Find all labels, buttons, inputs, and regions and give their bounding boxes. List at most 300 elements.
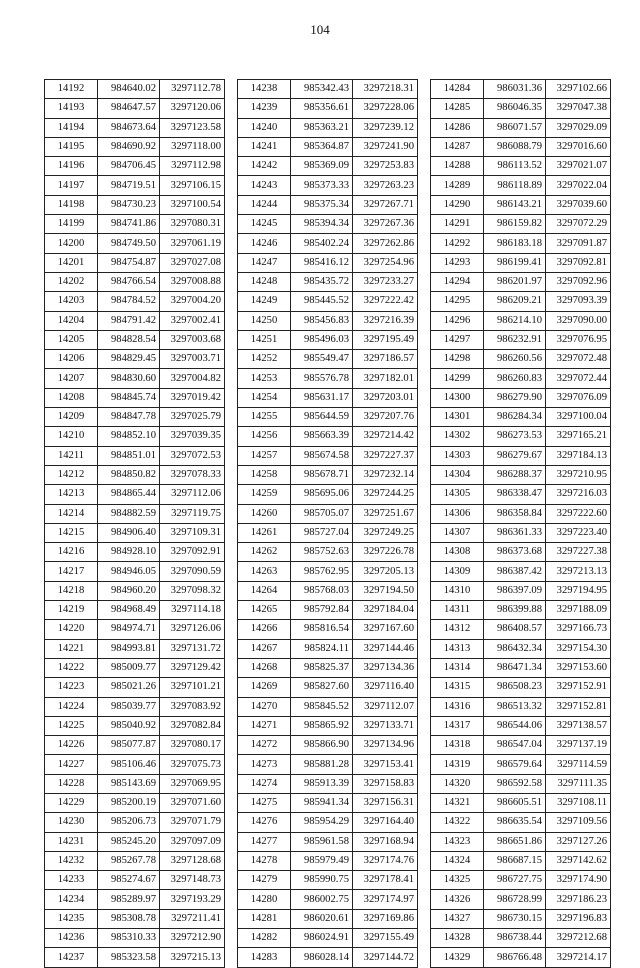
x-coordinate-cell: 985762.95 (291, 562, 353, 581)
x-coordinate-cell: 985310.33 (98, 929, 160, 948)
y-coordinate-cell: 3297091.87 (546, 234, 611, 253)
table-row (45, 523, 225, 542)
page-number: 104 (310, 22, 330, 37)
x-coordinate-cell: 985678.71 (291, 465, 353, 484)
point-number-cell: 14325 (431, 871, 484, 890)
point-number-cell: 14321 (431, 793, 484, 812)
point-number-cell: 14270 (238, 697, 291, 716)
y-coordinate-cell: 3297075.73 (160, 755, 225, 774)
point-number-cell: 14260 (238, 504, 291, 523)
table-row (45, 755, 225, 774)
x-coordinate-cell: 984741.86 (98, 215, 160, 234)
table-row (45, 427, 225, 446)
table-row (45, 118, 225, 137)
y-coordinate-cell: 3297109.31 (160, 523, 225, 542)
x-coordinate-cell: 986288.37 (484, 465, 546, 484)
x-coordinate-cell: 986273.53 (484, 427, 546, 446)
point-number-cell: 14222 (45, 658, 98, 677)
y-coordinate-cell: 3297022.04 (546, 176, 611, 195)
x-coordinate-cell: 984845.74 (98, 388, 160, 407)
point-number-cell: 14327 (431, 909, 484, 928)
x-coordinate-cell: 985402.24 (291, 234, 353, 253)
y-coordinate-cell: 3297129.42 (160, 658, 225, 677)
point-number-cell: 14298 (431, 350, 484, 369)
y-coordinate-cell: 3297214.42 (353, 427, 418, 446)
point-number-cell: 14295 (431, 292, 484, 311)
y-coordinate-cell: 3297100.04 (546, 408, 611, 427)
y-coordinate-cell: 3297003.71 (160, 350, 225, 369)
point-number-cell: 14259 (238, 485, 291, 504)
y-coordinate-cell: 3297097.09 (160, 832, 225, 851)
table-row (431, 543, 611, 562)
table-row (431, 716, 611, 735)
x-coordinate-cell: 985866.90 (291, 736, 353, 755)
y-coordinate-cell: 3297203.01 (353, 388, 418, 407)
coordinate-table-1 (44, 79, 225, 968)
point-number-cell: 14204 (45, 311, 98, 330)
x-coordinate-cell: 984993.81 (98, 639, 160, 658)
x-coordinate-cell: 984640.02 (98, 80, 160, 99)
x-coordinate-cell: 984673.64 (98, 118, 160, 137)
y-coordinate-cell: 3297227.38 (546, 543, 611, 562)
x-coordinate-cell: 985954.29 (291, 813, 353, 832)
x-coordinate-cell: 985695.06 (291, 485, 353, 504)
point-number-cell: 14284 (431, 80, 484, 99)
point-number-cell: 14265 (238, 601, 291, 620)
y-coordinate-cell: 3297092.81 (546, 253, 611, 272)
table-row (238, 311, 418, 330)
x-coordinate-cell: 986143.21 (484, 195, 546, 214)
y-coordinate-cell: 3297112.06 (160, 485, 225, 504)
y-coordinate-cell: 3297118.00 (160, 137, 225, 156)
table-row (431, 388, 611, 407)
table-row (431, 697, 611, 716)
point-number-cell: 14326 (431, 890, 484, 909)
table-row (45, 350, 225, 369)
point-number-cell: 14319 (431, 755, 484, 774)
point-number-cell: 14323 (431, 832, 484, 851)
table-row (238, 871, 418, 890)
point-number-cell: 14192 (45, 80, 98, 99)
y-coordinate-cell: 3297071.79 (160, 813, 225, 832)
x-coordinate-cell: 985816.54 (291, 620, 353, 639)
table-row (431, 793, 611, 812)
x-coordinate-cell: 986579.64 (484, 755, 546, 774)
point-number-cell: 14215 (45, 523, 98, 542)
y-coordinate-cell: 3297072.29 (546, 215, 611, 234)
x-coordinate-cell: 986738.44 (484, 929, 546, 948)
y-coordinate-cell: 3297184.13 (546, 446, 611, 465)
table-row (238, 562, 418, 581)
x-coordinate-cell: 986547.04 (484, 736, 546, 755)
x-coordinate-cell: 986432.34 (484, 639, 546, 658)
x-coordinate-cell: 986279.90 (484, 388, 546, 407)
table-row (45, 215, 225, 234)
x-coordinate-cell: 985663.39 (291, 427, 353, 446)
y-coordinate-cell: 3297039.60 (546, 195, 611, 214)
table-row (238, 581, 418, 600)
table-row (238, 118, 418, 137)
table-row (45, 871, 225, 890)
point-number-cell: 14308 (431, 543, 484, 562)
y-coordinate-cell: 3297222.60 (546, 504, 611, 523)
table-row (431, 639, 611, 658)
x-coordinate-cell: 984766.54 (98, 272, 160, 291)
y-coordinate-cell: 3297232.14 (353, 465, 418, 484)
y-coordinate-cell: 3297016.60 (546, 137, 611, 156)
y-coordinate-cell: 3297039.35 (160, 427, 225, 446)
table-row (238, 774, 418, 793)
y-coordinate-cell: 3297061.19 (160, 234, 225, 253)
point-number-cell: 14225 (45, 716, 98, 735)
point-number-cell: 14195 (45, 137, 98, 156)
x-coordinate-cell: 985792.84 (291, 601, 353, 620)
x-coordinate-cell: 984828.54 (98, 330, 160, 349)
y-coordinate-cell: 3297069.95 (160, 774, 225, 793)
point-number-cell: 14233 (45, 871, 98, 890)
point-number-cell: 14198 (45, 195, 98, 214)
point-number-cell: 14205 (45, 330, 98, 349)
x-coordinate-cell: 986358.84 (484, 504, 546, 523)
x-coordinate-cell: 985274.67 (98, 871, 160, 890)
table-row (45, 909, 225, 928)
table-row (431, 504, 611, 523)
y-coordinate-cell: 3297216.39 (353, 311, 418, 330)
x-coordinate-cell: 984647.57 (98, 99, 160, 118)
y-coordinate-cell: 3297244.25 (353, 485, 418, 504)
table-row (45, 137, 225, 156)
table-row (45, 80, 225, 99)
point-number-cell: 14240 (238, 118, 291, 137)
point-number-cell: 14290 (431, 195, 484, 214)
point-number-cell: 14322 (431, 813, 484, 832)
y-coordinate-cell: 3297008.88 (160, 272, 225, 291)
y-coordinate-cell: 3297047.38 (546, 99, 611, 118)
y-coordinate-cell: 3297227.37 (353, 446, 418, 465)
y-coordinate-cell: 3297108.11 (546, 793, 611, 812)
point-number-cell: 14220 (45, 620, 98, 639)
x-coordinate-cell: 986387.42 (484, 562, 546, 581)
point-number-cell: 14234 (45, 890, 98, 909)
point-number-cell: 14238 (238, 80, 291, 99)
y-coordinate-cell: 3297194.95 (546, 581, 611, 600)
point-number-cell: 14292 (431, 234, 484, 253)
x-coordinate-cell: 985865.92 (291, 716, 353, 735)
x-coordinate-cell: 984974.71 (98, 620, 160, 639)
point-number-cell: 14275 (238, 793, 291, 812)
y-coordinate-cell: 3297174.97 (353, 890, 418, 909)
point-number-cell: 14251 (238, 330, 291, 349)
y-coordinate-cell: 3297158.83 (353, 774, 418, 793)
point-number-cell: 14300 (431, 388, 484, 407)
table-row (238, 485, 418, 504)
y-coordinate-cell: 3297214.17 (546, 948, 611, 967)
point-number-cell: 14306 (431, 504, 484, 523)
y-coordinate-cell: 3297218.31 (353, 80, 418, 99)
x-coordinate-cell: 984706.45 (98, 157, 160, 176)
x-coordinate-cell: 986260.83 (484, 369, 546, 388)
y-coordinate-cell: 3297102.66 (546, 80, 611, 99)
y-coordinate-cell: 3297169.86 (353, 909, 418, 928)
y-coordinate-cell: 3297196.83 (546, 909, 611, 928)
y-coordinate-cell: 3297153.60 (546, 658, 611, 677)
table-row (45, 562, 225, 581)
x-coordinate-cell: 986397.09 (484, 581, 546, 600)
x-coordinate-cell: 984968.49 (98, 601, 160, 620)
table-row (238, 929, 418, 948)
point-number-cell: 14230 (45, 813, 98, 832)
table-row (431, 658, 611, 677)
point-number-cell: 14279 (238, 871, 291, 890)
x-coordinate-cell: 986232.91 (484, 330, 546, 349)
table-row (238, 388, 418, 407)
x-coordinate-cell: 984850.82 (98, 465, 160, 484)
x-coordinate-cell: 984754.87 (98, 253, 160, 272)
x-coordinate-cell: 985289.97 (98, 890, 160, 909)
x-coordinate-cell: 986408.57 (484, 620, 546, 639)
x-coordinate-cell: 986687.15 (484, 851, 546, 870)
y-coordinate-cell: 3297004.82 (160, 369, 225, 388)
point-number-cell: 14254 (238, 388, 291, 407)
table-row (238, 890, 418, 909)
table-row (238, 909, 418, 928)
x-coordinate-cell: 984784.52 (98, 292, 160, 311)
y-coordinate-cell: 3297215.13 (160, 948, 225, 967)
point-number-cell: 14242 (238, 157, 291, 176)
point-number-cell: 14244 (238, 195, 291, 214)
y-coordinate-cell: 3297133.71 (353, 716, 418, 735)
table-row (238, 755, 418, 774)
table-row (45, 504, 225, 523)
point-number-cell: 14253 (238, 369, 291, 388)
point-number-cell: 14315 (431, 678, 484, 697)
x-coordinate-cell: 986020.61 (291, 909, 353, 928)
x-coordinate-cell: 985435.72 (291, 272, 353, 291)
table-row (45, 195, 225, 214)
y-coordinate-cell: 3297109.56 (546, 813, 611, 832)
table-row (431, 929, 611, 948)
table-row (45, 330, 225, 349)
x-coordinate-cell: 986279.67 (484, 446, 546, 465)
table-row (431, 176, 611, 195)
y-coordinate-cell: 3297116.40 (353, 678, 418, 697)
x-coordinate-cell: 986209.21 (484, 292, 546, 311)
x-coordinate-cell: 984749.50 (98, 234, 160, 253)
point-number-cell: 14228 (45, 774, 98, 793)
y-coordinate-cell: 3297029.09 (546, 118, 611, 137)
point-number-cell: 14305 (431, 485, 484, 504)
table-row (45, 929, 225, 948)
table-row (45, 890, 225, 909)
y-coordinate-cell: 3297114.59 (546, 755, 611, 774)
table-row (45, 292, 225, 311)
x-coordinate-cell: 985881.28 (291, 755, 353, 774)
table-row (431, 890, 611, 909)
y-coordinate-cell: 3297223.40 (546, 523, 611, 542)
y-coordinate-cell: 3297210.95 (546, 465, 611, 484)
table-row (45, 851, 225, 870)
y-coordinate-cell: 3297072.48 (546, 350, 611, 369)
y-coordinate-cell: 3297025.79 (160, 408, 225, 427)
y-coordinate-cell: 3297165.21 (546, 427, 611, 446)
x-coordinate-cell: 985308.78 (98, 909, 160, 928)
x-coordinate-cell: 986766.48 (484, 948, 546, 967)
x-coordinate-cell: 985456.83 (291, 311, 353, 330)
y-coordinate-cell: 3297072.53 (160, 446, 225, 465)
point-number-cell: 14278 (238, 851, 291, 870)
y-coordinate-cell: 3297144.46 (353, 639, 418, 658)
point-number-cell: 14283 (238, 948, 291, 967)
y-coordinate-cell: 3297076.95 (546, 330, 611, 349)
y-coordinate-cell: 3297211.41 (160, 909, 225, 928)
point-number-cell: 14307 (431, 523, 484, 542)
point-number-cell: 14223 (45, 678, 98, 697)
table-row (45, 157, 225, 176)
point-number-cell: 14221 (45, 639, 98, 658)
y-coordinate-cell: 3297166.73 (546, 620, 611, 639)
point-number-cell: 14293 (431, 253, 484, 272)
x-coordinate-cell: 984946.05 (98, 562, 160, 581)
x-coordinate-cell: 986024.91 (291, 929, 353, 948)
point-number-cell: 14291 (431, 215, 484, 234)
point-number-cell: 14287 (431, 137, 484, 156)
point-number-cell: 14328 (431, 929, 484, 948)
point-number-cell: 14243 (238, 176, 291, 195)
point-number-cell: 14329 (431, 948, 484, 967)
table-row (431, 601, 611, 620)
y-coordinate-cell: 3297267.36 (353, 215, 418, 234)
point-number-cell: 14239 (238, 99, 291, 118)
x-coordinate-cell: 985009.77 (98, 658, 160, 677)
x-coordinate-cell: 986046.35 (484, 99, 546, 118)
x-coordinate-cell: 986605.51 (484, 793, 546, 812)
x-coordinate-cell: 985961.58 (291, 832, 353, 851)
table-row (45, 601, 225, 620)
point-number-cell: 14194 (45, 118, 98, 137)
table-row (238, 678, 418, 697)
y-coordinate-cell: 3297222.42 (353, 292, 418, 311)
table-row (431, 851, 611, 870)
point-number-cell: 14324 (431, 851, 484, 870)
point-number-cell: 14314 (431, 658, 484, 677)
y-coordinate-cell: 3297071.60 (160, 793, 225, 812)
x-coordinate-cell: 986728.99 (484, 890, 546, 909)
x-coordinate-cell: 985827.60 (291, 678, 353, 697)
table-row (238, 543, 418, 562)
point-number-cell: 14269 (238, 678, 291, 697)
x-coordinate-cell: 985445.52 (291, 292, 353, 311)
x-coordinate-cell: 984830.60 (98, 369, 160, 388)
y-coordinate-cell: 3297090.00 (546, 311, 611, 330)
x-coordinate-cell: 985705.07 (291, 504, 353, 523)
table-row (238, 253, 418, 272)
y-coordinate-cell: 3297182.01 (353, 369, 418, 388)
point-number-cell: 14313 (431, 639, 484, 658)
y-coordinate-cell: 3297114.18 (160, 601, 225, 620)
point-number-cell: 14281 (238, 909, 291, 928)
table-row (45, 234, 225, 253)
point-number-cell: 14211 (45, 446, 98, 465)
point-number-cell: 14320 (431, 774, 484, 793)
y-coordinate-cell: 3297239.12 (353, 118, 418, 137)
x-coordinate-cell: 985363.21 (291, 118, 353, 137)
point-number-cell: 14255 (238, 408, 291, 427)
table-row (45, 465, 225, 484)
point-number-cell: 14303 (431, 446, 484, 465)
table-row (431, 948, 611, 967)
table-row (238, 639, 418, 658)
point-number-cell: 14227 (45, 755, 98, 774)
x-coordinate-cell: 986651.86 (484, 832, 546, 851)
x-coordinate-cell: 985040.92 (98, 716, 160, 735)
x-coordinate-cell: 984730.23 (98, 195, 160, 214)
y-coordinate-cell: 3297249.25 (353, 523, 418, 542)
point-number-cell: 14297 (431, 330, 484, 349)
table-row (45, 272, 225, 291)
x-coordinate-cell: 985576.78 (291, 369, 353, 388)
table-row (431, 311, 611, 330)
point-number-cell: 14232 (45, 851, 98, 870)
y-coordinate-cell: 3297178.41 (353, 871, 418, 890)
x-coordinate-cell: 984882.59 (98, 504, 160, 523)
x-coordinate-cell: 986071.57 (484, 118, 546, 137)
table-row (431, 350, 611, 369)
y-coordinate-cell: 3297167.60 (353, 620, 418, 639)
x-coordinate-cell: 984719.51 (98, 176, 160, 195)
table-row (45, 408, 225, 427)
point-number-cell: 14302 (431, 427, 484, 446)
point-number-cell: 14209 (45, 408, 98, 427)
y-coordinate-cell: 3297193.29 (160, 890, 225, 909)
y-coordinate-cell: 3297213.13 (546, 562, 611, 581)
y-coordinate-cell: 3297021.07 (546, 157, 611, 176)
table-row (238, 620, 418, 639)
table-row (45, 658, 225, 677)
table-row (238, 948, 418, 967)
table-row (238, 215, 418, 234)
x-coordinate-cell: 986471.34 (484, 658, 546, 677)
table-row (45, 678, 225, 697)
y-coordinate-cell: 3297100.54 (160, 195, 225, 214)
coordinate-table-2 (237, 79, 418, 968)
y-coordinate-cell: 3297184.04 (353, 601, 418, 620)
table-row (431, 292, 611, 311)
table-row (431, 909, 611, 928)
y-coordinate-cell: 3297093.39 (546, 292, 611, 311)
x-coordinate-cell: 985824.11 (291, 639, 353, 658)
y-coordinate-cell: 3297092.96 (546, 272, 611, 291)
table-row (431, 620, 611, 639)
table-row (238, 408, 418, 427)
x-coordinate-cell: 985200.19 (98, 793, 160, 812)
table-row (238, 504, 418, 523)
y-coordinate-cell: 3297241.90 (353, 137, 418, 156)
point-number-cell: 14272 (238, 736, 291, 755)
table-row (431, 195, 611, 214)
point-number-cell: 14212 (45, 465, 98, 484)
table-row (238, 272, 418, 291)
point-number-cell: 14258 (238, 465, 291, 484)
x-coordinate-cell: 986284.34 (484, 408, 546, 427)
y-coordinate-cell: 3297120.06 (160, 99, 225, 118)
y-coordinate-cell: 3297101.21 (160, 678, 225, 697)
point-number-cell: 14218 (45, 581, 98, 600)
point-number-cell: 14282 (238, 929, 291, 948)
table-row (238, 697, 418, 716)
x-coordinate-cell: 985342.43 (291, 80, 353, 99)
point-number-cell: 14206 (45, 350, 98, 369)
table-row (431, 253, 611, 272)
